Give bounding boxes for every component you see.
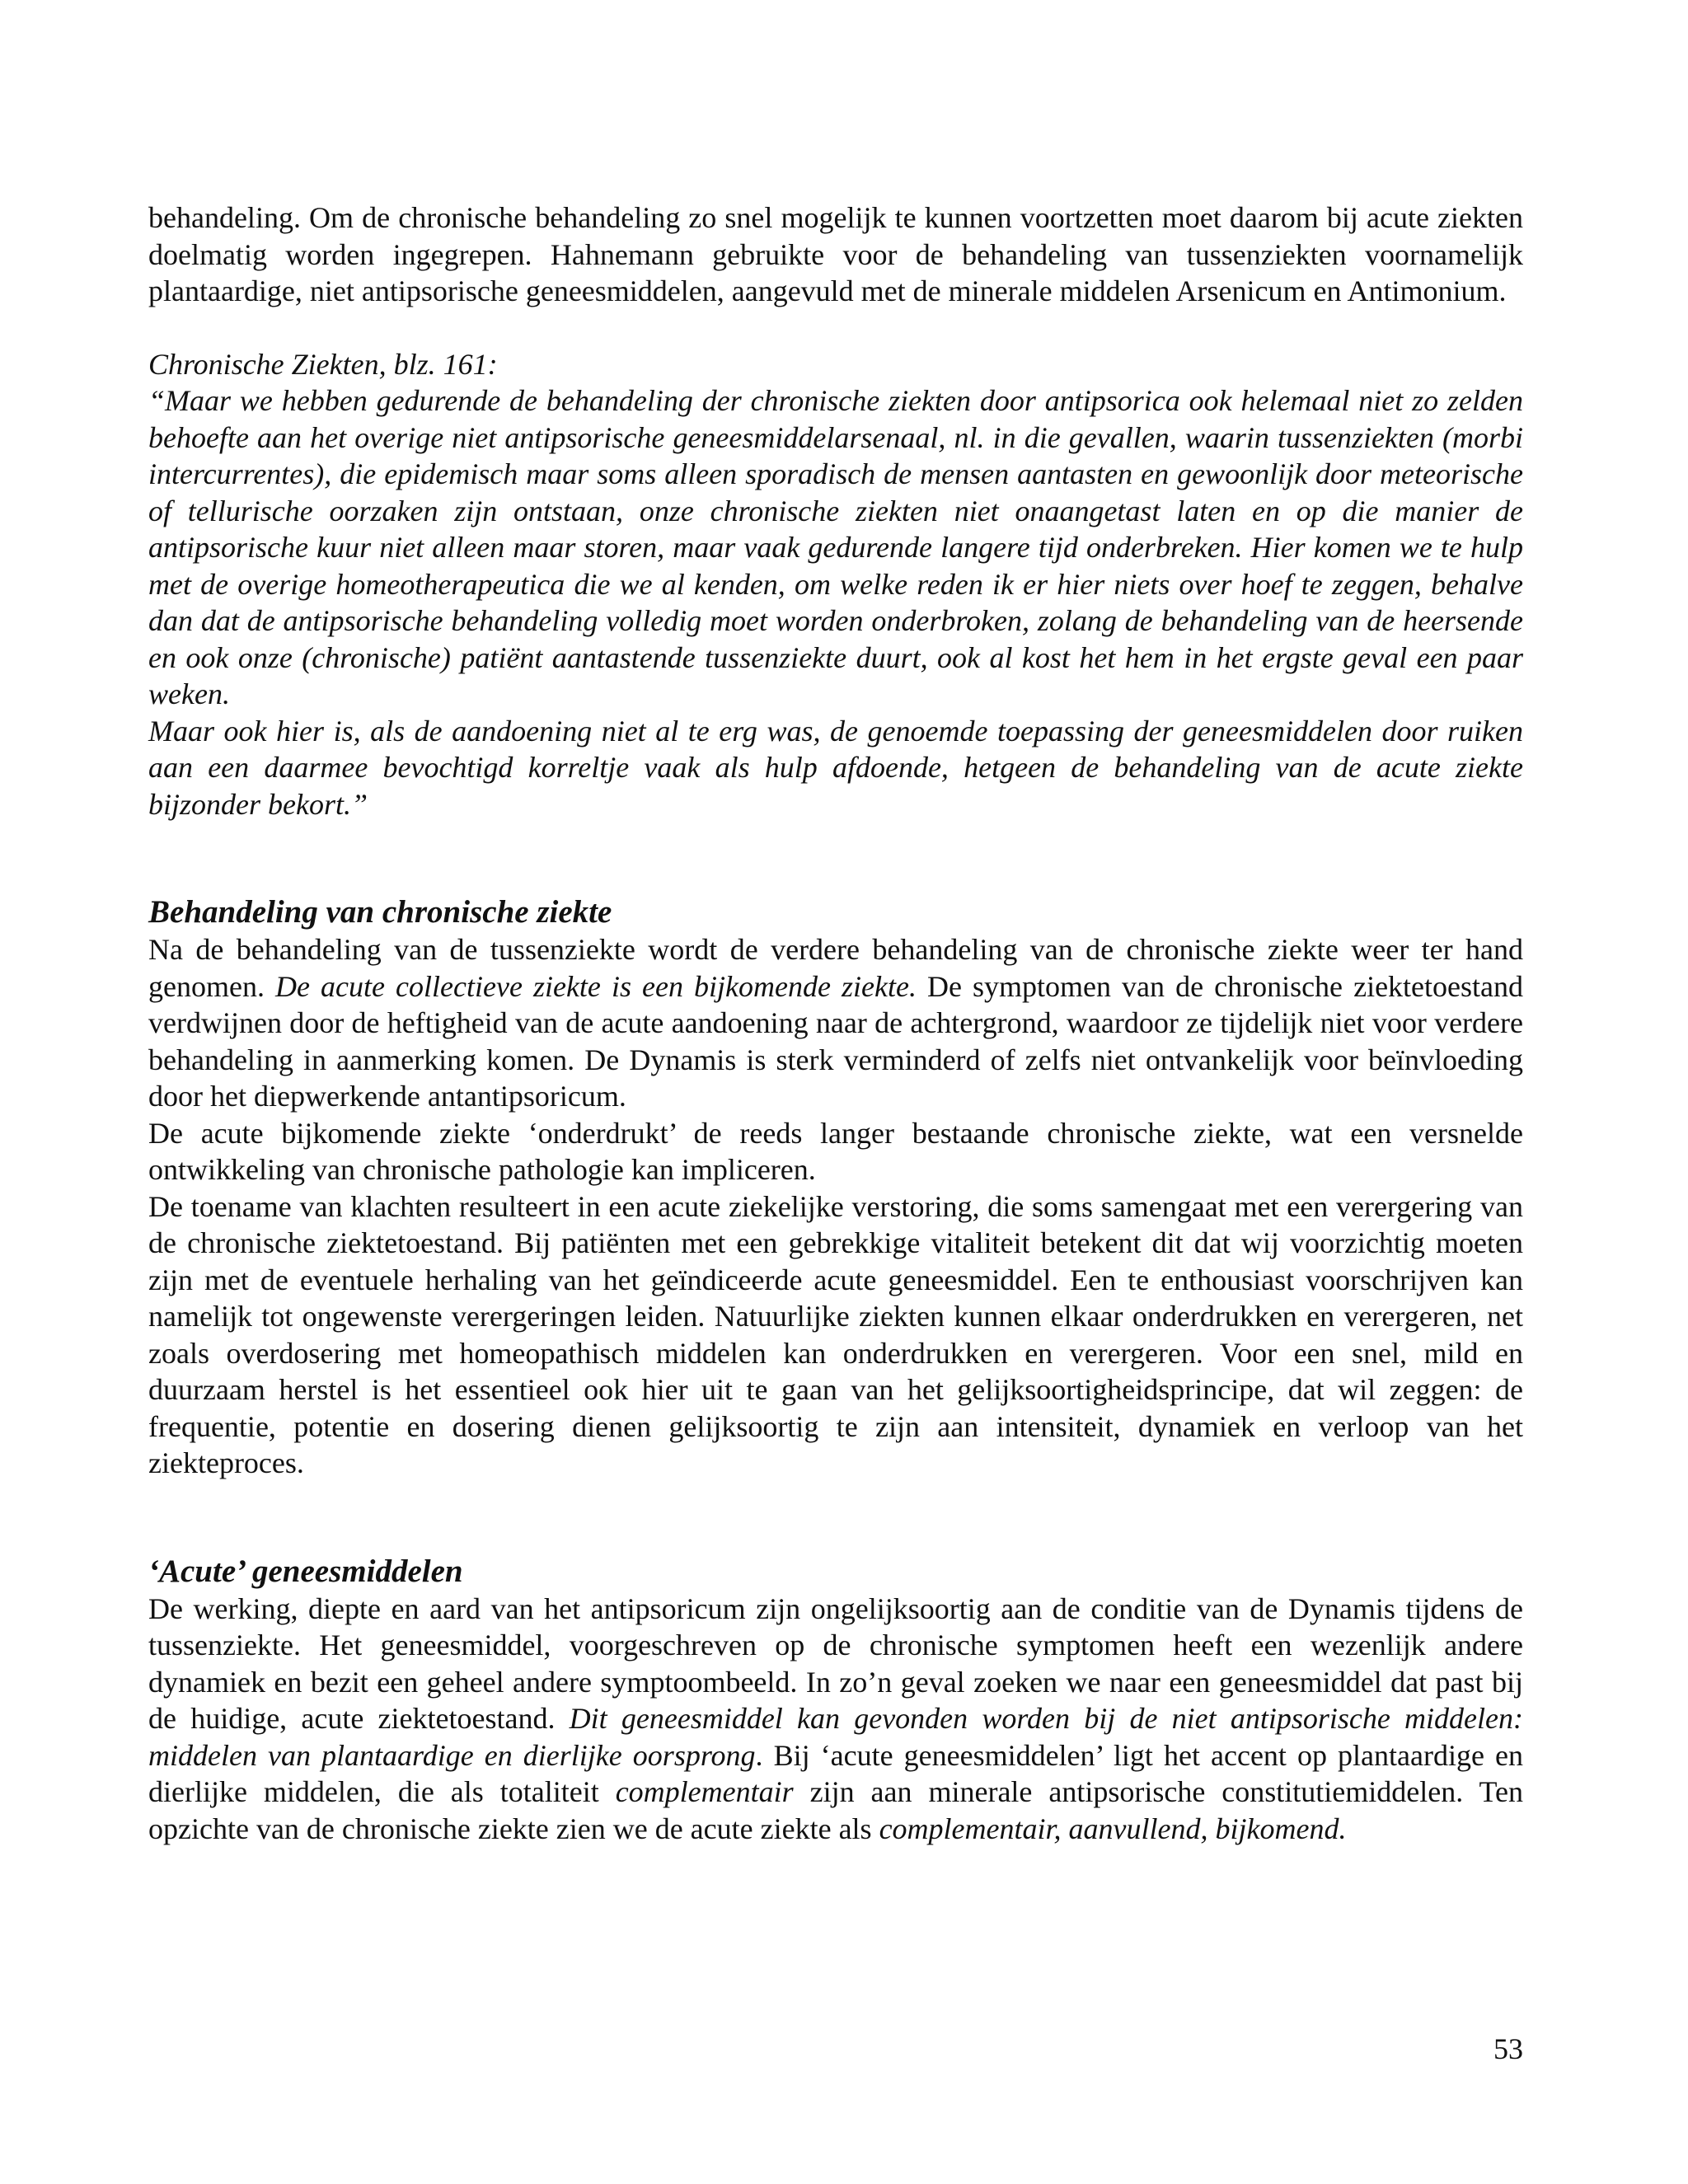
page-content [148,199,1523,1847]
section-heading-acute: ‘Acute’ geneesmiddelen [148,1553,463,1589]
chronic-paragraph-2: De acute bijkomende ziekte ‘onderdrukt’ de reeds langer bestaande chronische ziekte, wat een versnelde ontwikkeling van chronische pathologie kan impliceren. [148,1116,1523,1186]
chronic-paragraph-3: De toename van klachten resulteert in een acute ziekelijke verstoring, die soms samengaat met een verergering van de chronische ziektetoestand. Bij patiënten met een gebrekkige vitaliteit betekent dit dat wij voorzichtig moeten zijn met de eventuele herhaling van het geïndiceerde acute geneesmiddel. Een te enthousiast voorschrijven kan namelijk tot ongewenste verergeringen leiden. Natuurlijke ziekten kunnen elkaar onderdrukken en verergeren, net zoals overdosering met homeopathisch middelen kan onderdrukken en verergeren. Voor een snel, mild en duurzaam herstel is het essentieel ook hier uit te gaan van het gelijksoortigheidsprincipe, dat wil zeggen: de frequentie, potentie en dosering dienen gelijksoortig te zijn aan intensiteit, dynamiek en verloop van het ziekteproces. [148,1189,1523,1479]
page-number: 53 [1493,2032,1523,2065]
text-run: . Bij ‘acute geneesmiddelen’ ligt het accent op plantaardige en dierlijke middelen, die als totaliteit [148,1738,1523,1808]
section-acute-remedies [148,1553,1523,1848]
text-run: zijn aan minerale antipsorische constitutiemiddelen. Ten opzichte van de chronische ziekte zien we de acute ziekte als [148,1775,1523,1845]
emphasis-text: De acute collectieve ziekte is een bijkomende ziekte. [275,969,917,1003]
spacer [148,1482,1523,1553]
section-heading-chronic: Behandeling van chronische ziekte [148,894,612,930]
section-chronic-treatment [148,893,1523,1482]
emphasis-text: complementair, aanvullend, bijkomend. [879,1811,1347,1845]
text-run: De symptomen van de chronische ziektetoestand verdwijnen door de heftigheid van de acute aandoening naar de achtergrond, waardoor ze tijdelijk niet voor verdere behandeling in aanmerking komen. De Dynamis is sterk verminderd of zelfs niet ontvankelijk voor beïnvloeding door het diepwerkende antantipsoricum. [148,969,1523,1113]
emphasis-text: Dit geneesmiddel kan gevonden worden bij de niet antipsorische middelen: middelen van plantaardige en dierlijke oorsprong [148,1702,1523,1772]
quote-paragraph-2: Maar ook hier is, als de aandoening niet al te erg was, de genoemde toepassing der geneesmiddelen door ruiken aan een daarmee bevochtigd korreltje vaak als hulp afdoende, hetgeen de behandeling van de acute ziekte bijzonder bekort.” [148,714,1523,821]
acute-paragraph-1 [148,1591,1523,1848]
text-run: De werking, diepte en aard van het antipsoricum zijn ongelijksoortig aan de conditie van de Dynamis tijdens de tussenziekte. Het geneesmiddel, voorgeschreven op de chronische symptomen heeft een wezenlijk andere dynamiek en bezit een geheel andere symptoombeeld. In zo’n geval zoeken we naar een geneesmiddel dat past bij de huidige, acute ziektetoestand. [148,1591,1523,1735]
quote-paragraph-1: “Maar we hebben gedurende de behandeling der chronische ziekten door antipsorica ook helemaal niet zo zelden behoefte aan het overige niet antipsorische geneesmiddelarsenaal, nl. in die gevallen, waarin tussenziekten (morbi intercurrentes), die epidemisch maar soms alleen sporadisch de mensen aantasten en gewoonlijk door meteorische of tellurische oorzaken zijn ontstaan, onze chronische ziekten niet onaangetast laten en op die manier de antipsorische kuur niet alleen maar storen, maar vaak gedurende langere tijd onderbreken. Hier komen we te hulp met de overige homeotherapeutica die we al kenden, om welke reden ik er hier niets over hoef te zeggen, behalve dan dat de antipsorische behandeling volledig moet worden onderbroken, zolang de behandeling van de heersende en ook onze (chronische) patiënt aantastende tussenziekte duurt, ook al kost het hem in het ergste geval een paar weken. [148,384,1523,710]
chronic-paragraph-1 [148,931,1523,1115]
intro-paragraph: behandeling. Om de chronische behandeling zo snel mogelijk te kunnen voortzetten moet daarom bij acute ziekten doelmatig worden ingegrepen. Hahnemann gebruikte voor de behandeling van tussenziekten voornamelijk plantaardige, niet antipsorische geneesmiddelen, aangevuld met de minerale middelen Arsenicum en Antimonium. [148,201,1523,307]
quote-source: Chronische Ziekten, blz. 161: [148,347,498,381]
emphasis-text: complementair [615,1775,794,1808]
spacer [148,823,1523,893]
spacer [148,310,1523,346]
quote-block [148,346,1523,823]
text-run: Na de behandeling van de tussenziekte wordt de verdere behandeling van de chronische ziekte weer ter hand genomen. [148,933,1523,1003]
